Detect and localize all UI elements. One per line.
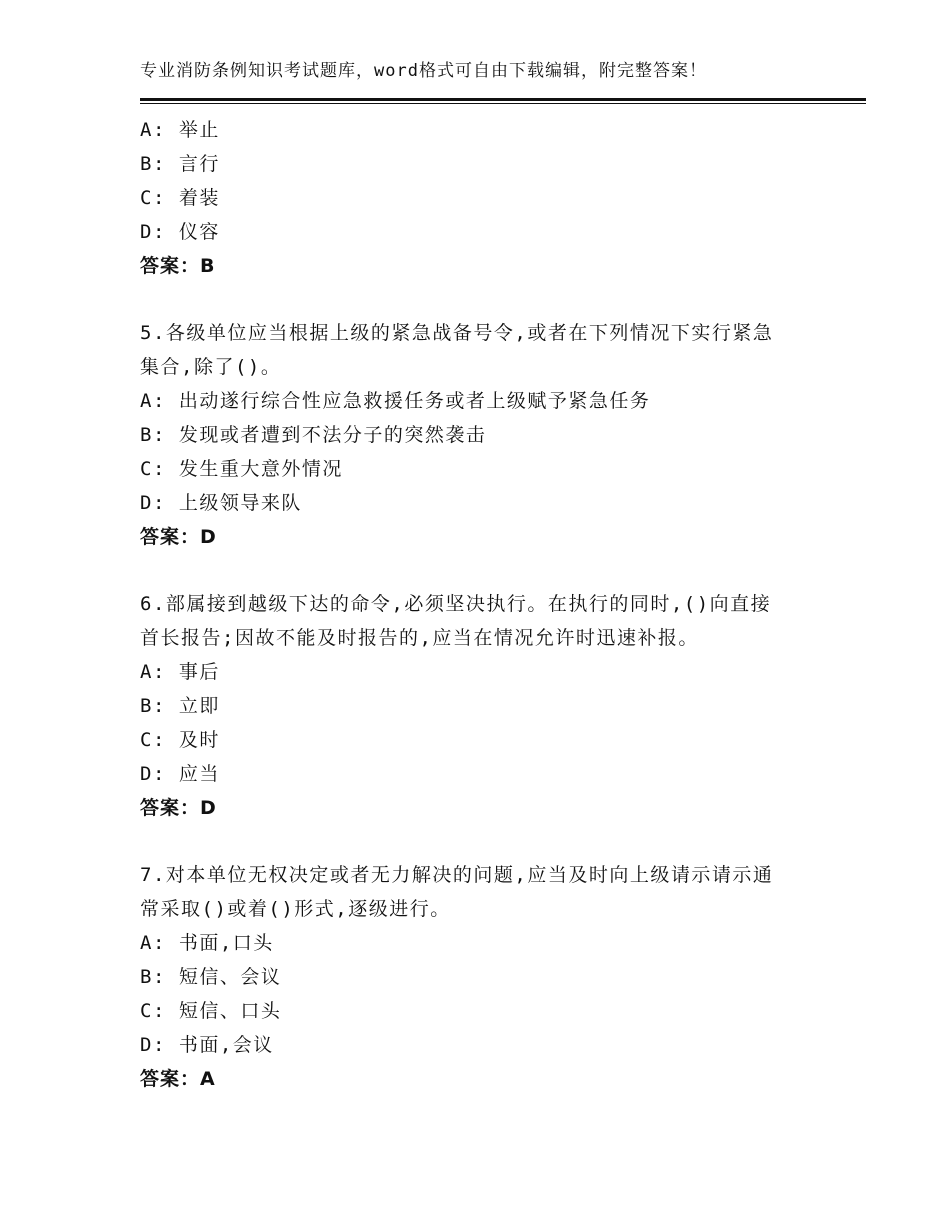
question-list: [140, 113, 820, 1096]
option-b: B: 立即: [140, 695, 220, 717]
option-c: C: 着装: [140, 187, 220, 209]
question-stem-line1: 6.部属接到越级下达的命令,必须坚决执行。在执行的同时,()向直接: [140, 593, 772, 615]
question-stem-line1: 7.对本单位无权决定或者无力解决的问题,应当及时向上级请示请示通: [140, 864, 774, 886]
option-c: C: 及时: [140, 729, 220, 751]
answer-line: 答案：B: [140, 255, 216, 277]
answer-line: 答案：A: [140, 1068, 216, 1090]
option-a: A: 举止: [140, 119, 220, 141]
question-block-6: [140, 587, 820, 825]
question-stem-line2: 集合,除了()。: [140, 356, 282, 378]
answer-line: 答案：D: [140, 526, 217, 548]
option-a: A: 书面,口头: [140, 932, 274, 954]
question-block-7: [140, 858, 820, 1096]
option-d: D: 仪容: [140, 221, 220, 243]
header-rule-thick: [140, 98, 866, 101]
question-block-5: [140, 316, 820, 554]
question-stem-line2: 常采取()或着()形式,逐级进行。: [140, 898, 451, 920]
page-header: 专业消防条例知识考试题库，word格式可自由下载编辑，附完整答案！: [140, 61, 707, 81]
option-a: A: 事后: [140, 661, 220, 683]
question-stem-line2: 首长报告;因故不能及时报告的,应当在情况允许时迅速补报。: [140, 627, 699, 649]
option-c: C: 发生重大意外情况: [140, 458, 343, 480]
option-b: B: 发现或者遭到不法分子的突然袭击: [140, 424, 487, 446]
option-b: B: 言行: [140, 153, 220, 175]
option-a: A: 出动遂行综合性应急救援任务或者上级赋予紧急任务: [140, 390, 651, 412]
option-b: B: 短信、会议: [140, 966, 282, 988]
question-block-prev: [140, 113, 820, 283]
question-stem-line1: 5.各级单位应当根据上级的紧急战备号令,或者在下列情况下实行紧急: [140, 322, 774, 344]
option-d: D: 上级领导来队: [140, 492, 302, 514]
option-c: C: 短信、口头: [140, 1000, 282, 1022]
answer-line: 答案：D: [140, 797, 217, 819]
header-rule-thin: [140, 103, 866, 104]
option-d: D: 应当: [140, 763, 220, 785]
option-d: D: 书面,会议: [140, 1034, 274, 1056]
